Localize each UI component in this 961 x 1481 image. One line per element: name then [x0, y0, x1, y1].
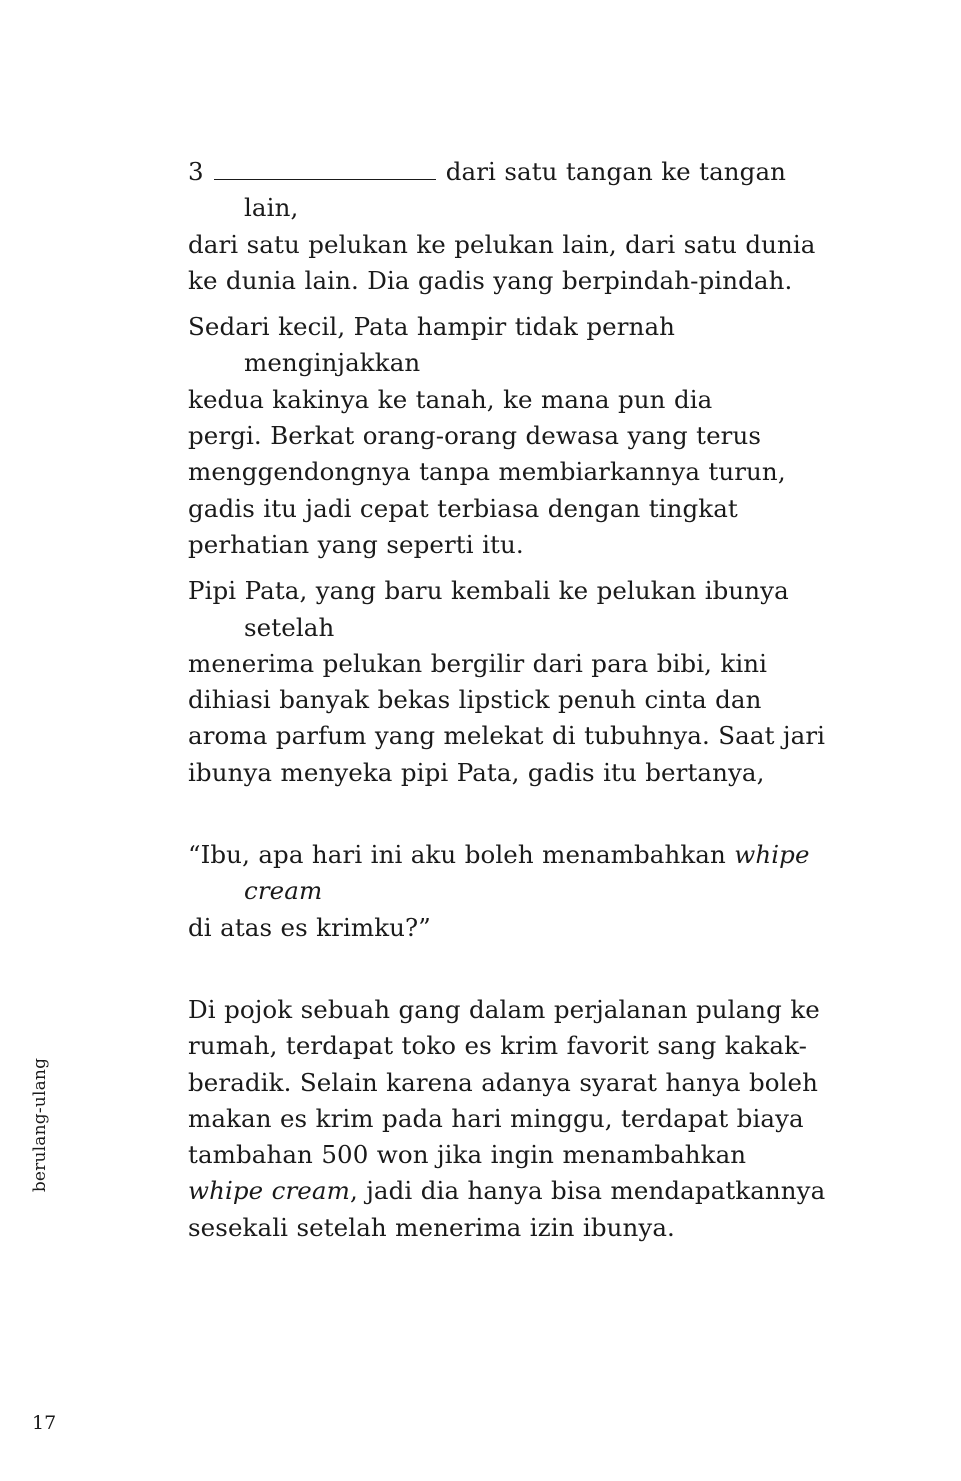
italic-term: whipe cream [188, 1176, 350, 1206]
paragraph-5-line-7: sesekali setelah menerima izin ibunya. [188, 1212, 675, 1242]
paragraph-2-line-6: perhatian yang seperti itu. [188, 529, 524, 559]
paragraph-5-line-4: makan es krim pada hari minggu, terdapat biaya [188, 1103, 804, 1133]
paragraph-3-line-2: menerima pelukan bergilir dari para bibi, kini [188, 648, 768, 678]
paragraph-3-line-5: ibunya menyeka pipi Pata, gadis itu bertanya, [188, 757, 765, 787]
paragraph-3-line-3: dihiasi banyak bekas lipstick penuh cinta dan [188, 685, 762, 715]
paragraph-2-line-2: kedua kakinya ke tanah, ke mana pun dia [188, 384, 713, 414]
paragraph-1 [188, 154, 848, 299]
fill-in-blank [214, 161, 436, 180]
dialogue-paragraph [188, 837, 848, 946]
paragraph-5-line-1: Di pojok sebuah gang dalam perjalanan pulang ke [188, 994, 820, 1024]
paragraph-5 [188, 992, 848, 1246]
paragraph-5-line-3: beradik. Selain karena adanya syarat hanya boleh [188, 1067, 819, 1097]
dialogue-line-1: “Ibu, apa hari ini aku boleh menambahkan whipe cream [188, 840, 810, 906]
dialogue-line-2: di atas es krimku?” [188, 912, 431, 942]
paragraph-2 [188, 309, 848, 563]
list-number: 3 [188, 157, 204, 186]
running-head: berulang-ulang [30, 1057, 50, 1193]
page-number: 17 [32, 1412, 57, 1434]
paragraph-2-line-4: menggendongnya tanpa membiarkannya turun, [188, 457, 786, 487]
paragraph-5-line-6: whipe cream, jadi dia hanya bisa mendapatkannya [188, 1176, 826, 1206]
paragraph-3-line-4: aroma parfum yang melekat di tubuhnya. Saat jari [188, 721, 826, 751]
paragraph-2-line-5: gadis itu jadi cepat terbiasa dengan tingkat [188, 493, 738, 523]
paragraph-1-line-1: 3 dari satu tangan ke tangan lain, [188, 157, 787, 223]
paragraph-5-line-5: tambahan 500 won jika ingin menambahkan [188, 1140, 747, 1170]
body-text [188, 154, 848, 1246]
paragraph-1-line-2: dari satu pelukan ke pelukan lain, dari satu dunia [188, 229, 816, 259]
paragraph-3 [188, 573, 848, 791]
paragraph-2-line-1: Sedari kecil, Pata hampir tidak pernah menginjakkan [188, 312, 676, 378]
paragraph-5-line-2: rumah, terdapat toko es krim favorit sang kakak- [188, 1031, 807, 1061]
paragraph-3-line-1: Pipi Pata, yang baru kembali ke pelukan ibunya setelah [188, 576, 789, 642]
paragraph-1-line-3: ke dunia lain. Dia gadis yang berpindah-pindah. [188, 265, 793, 295]
italic-term: whipe cream [244, 840, 810, 906]
paragraph-2-line-3: pergi. Berkat orang-orang dewasa yang terus [188, 421, 762, 451]
